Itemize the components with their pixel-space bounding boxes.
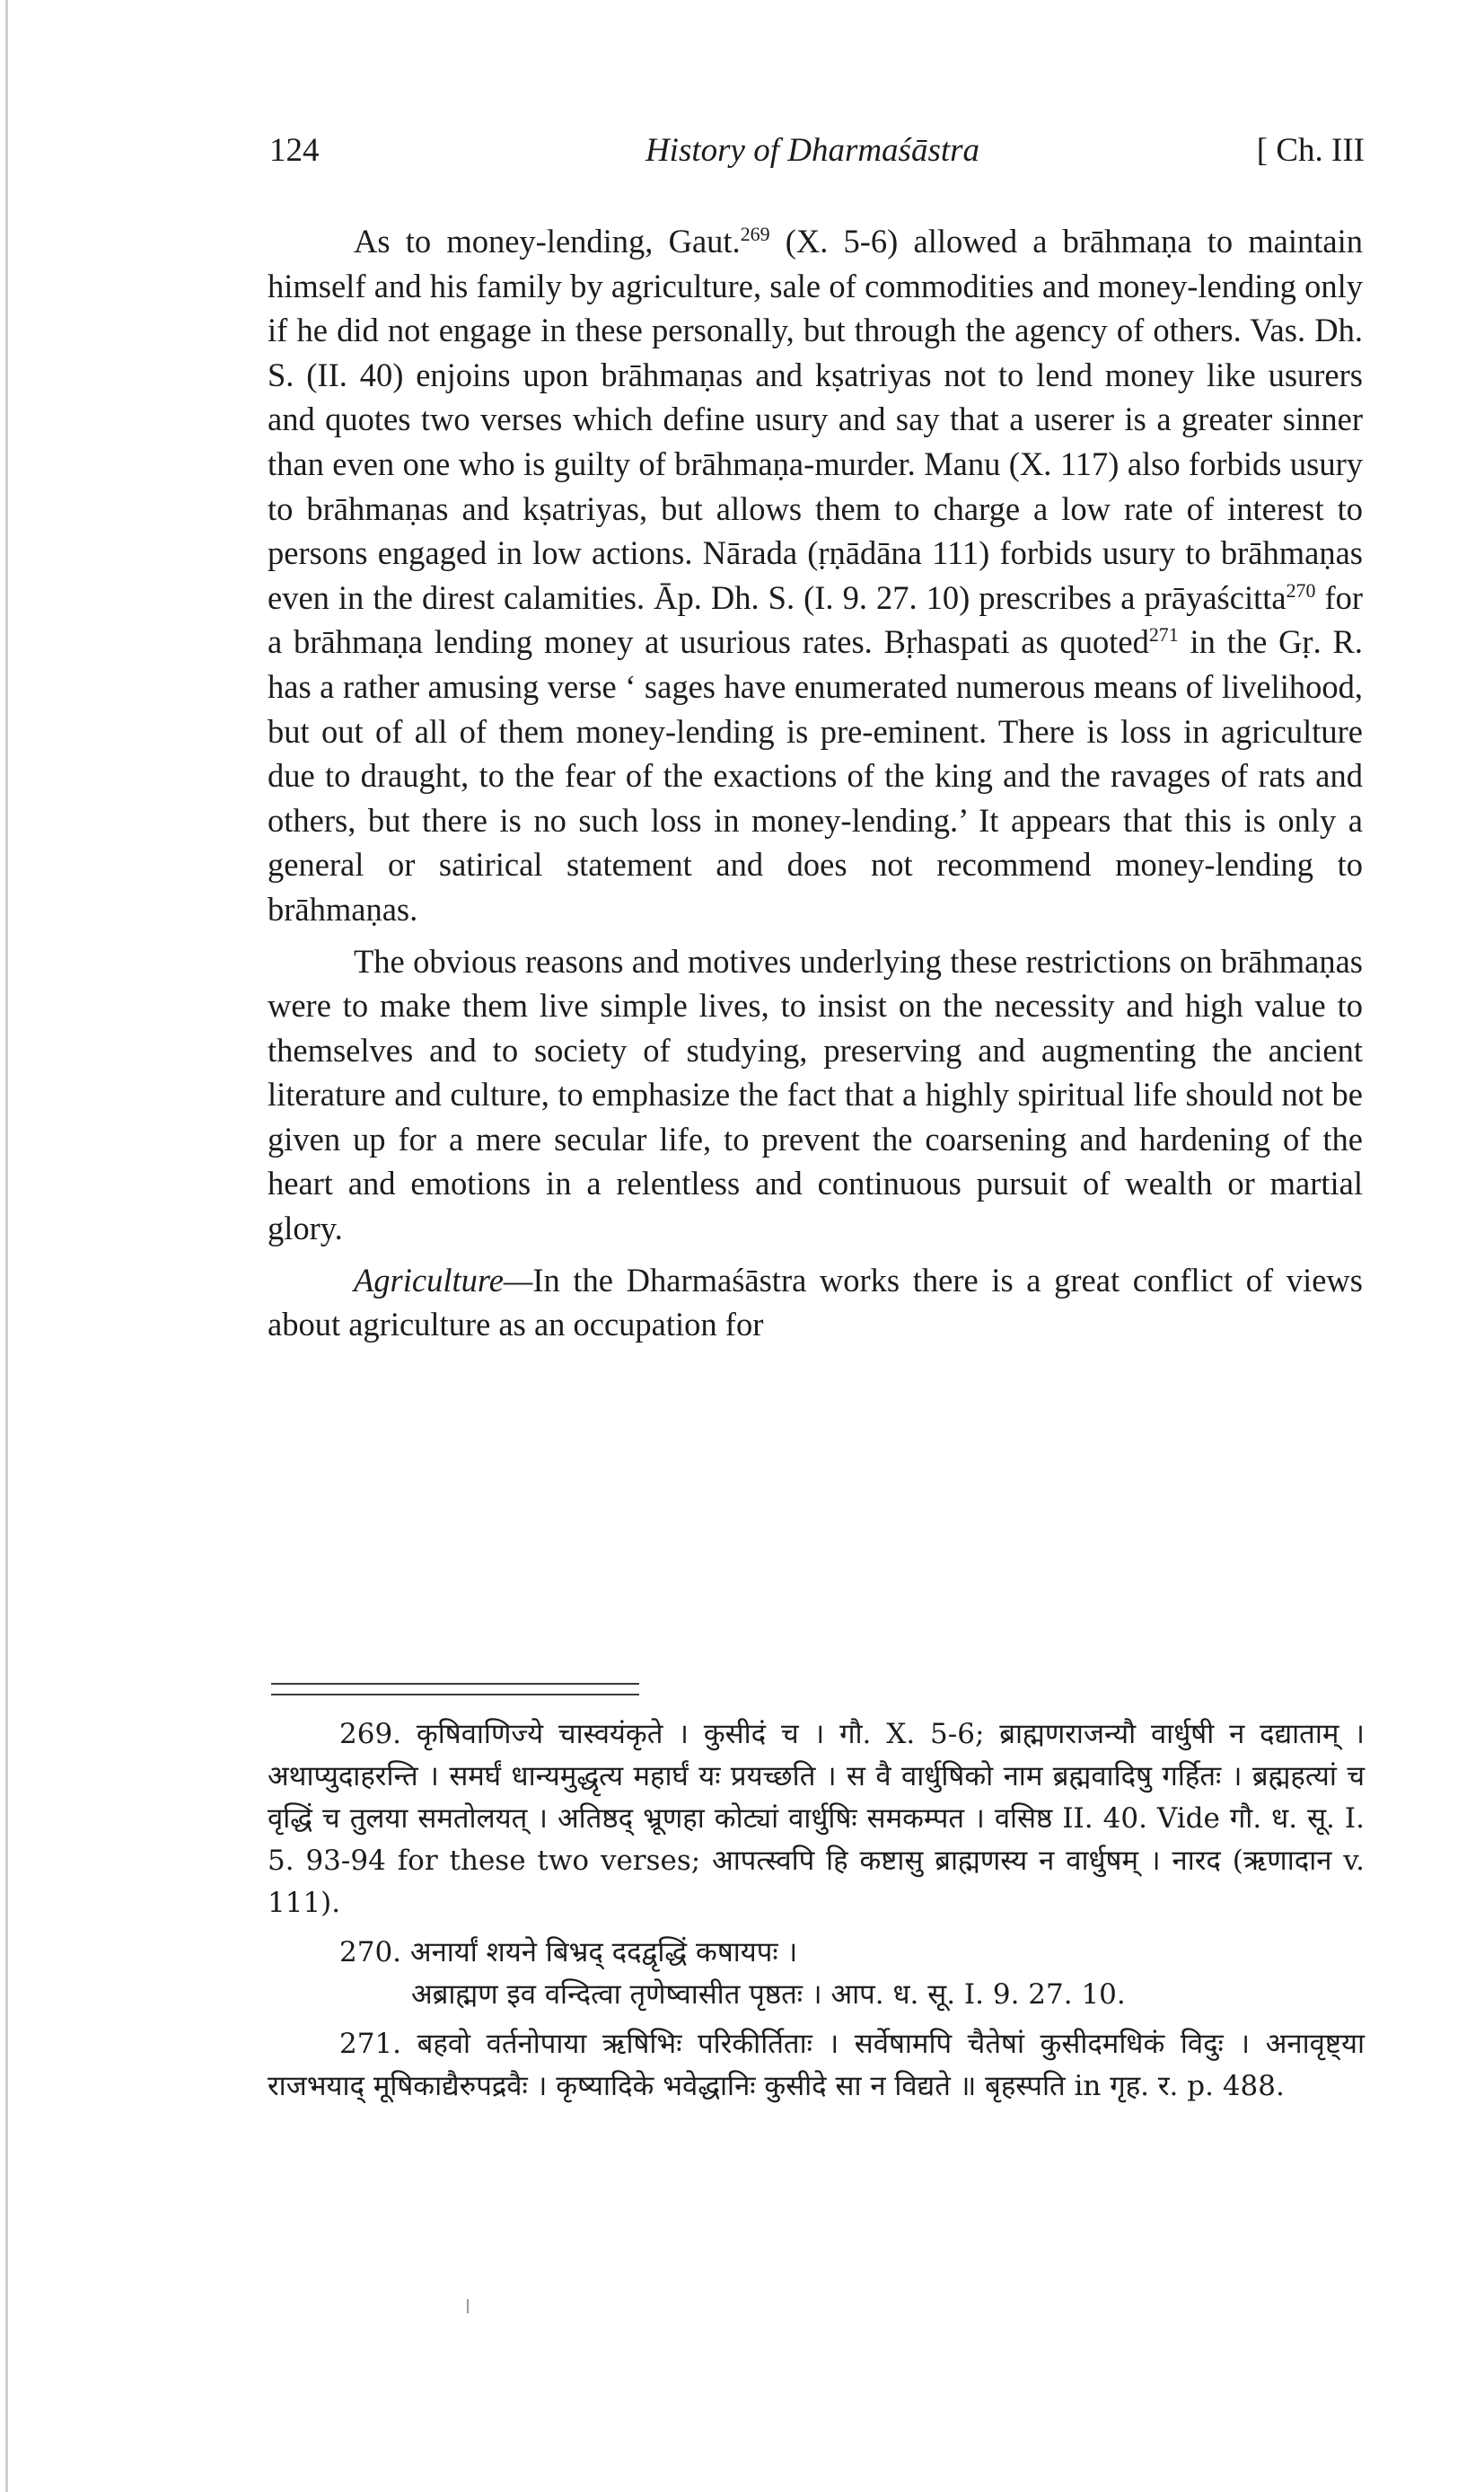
page-header (260, 126, 1365, 180)
footnote-ref-271: 271 (1148, 623, 1179, 647)
footnote-270 (268, 1932, 1365, 2016)
footnote-269 (268, 1713, 1365, 1924)
chapter-label: [ Ch. III (1256, 132, 1365, 169)
footnote-number: 269. (339, 1718, 402, 1750)
text-run: The obvious reasons and motives underlying these restrictions on brāhmaṇas were to make them live simple lives, to insist on the necessity and high value to themselves and to society of studying, preserving and augmenting the ancient literature and culture, to emphasize the fact that a highly spiritual life should not be given up for a mere secular life, to prevent the coarsening and hardening of the heart and emotions in a relentless and continuous pursuit of wealth or martial glory. (268, 942, 1363, 1247)
page-number: 124 (269, 132, 320, 169)
text-run: (X. 5-6) allowed a brāhmaṇa to maintain himself and his family by agriculture, sale of commodities and money-lending only if he did not engage in these personally, but through the agency of others. Vas. Dh. S. (II. 40) enjoins upon brāhmaṇas and kṣatriyas not to lend money like usurers and quotes two verses which define usury and say that a userer is a greater sinner than even one who is guilty of brāhmaṇa-murder. Manu (X. 117) also forbids usury to brāhmaṇas and kṣatriyas, but allows them to charge a low rate of interest to persons engaged in low actions. Nārada (ṛṇādāna 111) forbids usury to brāhmaṇas even in the direst calamities. Āp. Dh. S. (I. 9. 27. 10) prescribes a prāyaścitta (268, 223, 1363, 616)
running-title: History of Dharmaśāstra (645, 132, 980, 169)
footnote-ref-269: 269 (740, 222, 770, 245)
text-run: for a brāhmaṇa lending money at usurious rates. Bṛhaspati as quoted (268, 578, 1364, 661)
footnote-ref-270: 270 (1286, 578, 1316, 602)
text-run: As to money-lending, Gaut. (354, 223, 741, 260)
main-text (268, 219, 1363, 1354)
footnote-271 (268, 2023, 1365, 2108)
footnote-number: 270. (339, 1936, 402, 1968)
paragraph-reasons (268, 939, 1363, 1251)
page-edge-line (5, 0, 8, 2492)
paragraph-agriculture (268, 1258, 1363, 1347)
footnote-number: 271. (339, 2028, 402, 2060)
footnote-text: कृषिवाणिज्ये चास्वयंकृते । कुसीदं च । गौ. X. 5-6; ब्राह्मणराजन्यौ वार्धुषी न दद्याताम् । अथाप्युदाहरन्ति । समर्घं धान्यमुद्धृत्य महार्घं यः प्रयच्छति । स वै वार्धुषिको नाम ब्रह्मवादिषु गर्हितः । ब्रह्महत्यां च वृद्धिं च तुलया समतोलयत् । अतिष्ठद् भ्रूणहा कोट्यां वार्धुषिः समकम्पत । वसिष्ठ II. 40. Vide गौ. ध. सू. I. 5. 93-94 for these two verses; आपत्स्वपि हि कष्टासु ब्राह्मणस्य न वार्धुषम् । नारद (ऋणादान v. 111). (268, 1718, 1365, 1919)
paragraph-money-lending (268, 219, 1363, 932)
text-run: In the Dharmaśāstra works there is a great conflict of views about agriculture as an occupation for (268, 1261, 1363, 1343)
scan-mark (467, 2299, 469, 2313)
footnote-text: अनार्यां शयने बिभ्रद् ददद्वृद्धिं कषायपः । (409, 1936, 798, 1968)
footnotes (268, 1713, 1365, 2115)
footnote-text: बहवो वर्तनोपाया ऋषिभिः परिकीर्तिताः । सर्वेषामपि चैतेषां कुसीदमधिकं विदुः । अनावृष्ट्या राजभयाद् मूषिकाद्यैरुपद्रवैः । कृष्यादिके भवेद्धानिः कुसीदे सा न विद्यते ॥ बृहस्पति in गृह. र. p. 488. (268, 2028, 1365, 2102)
footnote-text-continued: अब्राह्मण इव वन्दित्वा तृणेष्वासीत पृष्ठतः । आप. ध. सू. I. 9. 27. 10. (411, 1978, 1126, 2011)
footnote-divider (271, 1683, 639, 1695)
text-run: in the Gṛ. R. has a rather amusing verse ‘ sages have enumerated numerous means of livelihood, but out of all of them money-lending is pre-eminent. There is loss in agriculture due to draught, to the fear of the exactions of the king and the ravages of rats and others, but there is no such loss in money-lending.’ It appears that this is only a general or satirical statement and does not recommend money-lending to brāhmaṇas. (268, 623, 1363, 928)
section-lead-agriculture: Agriculture— (354, 1261, 533, 1299)
